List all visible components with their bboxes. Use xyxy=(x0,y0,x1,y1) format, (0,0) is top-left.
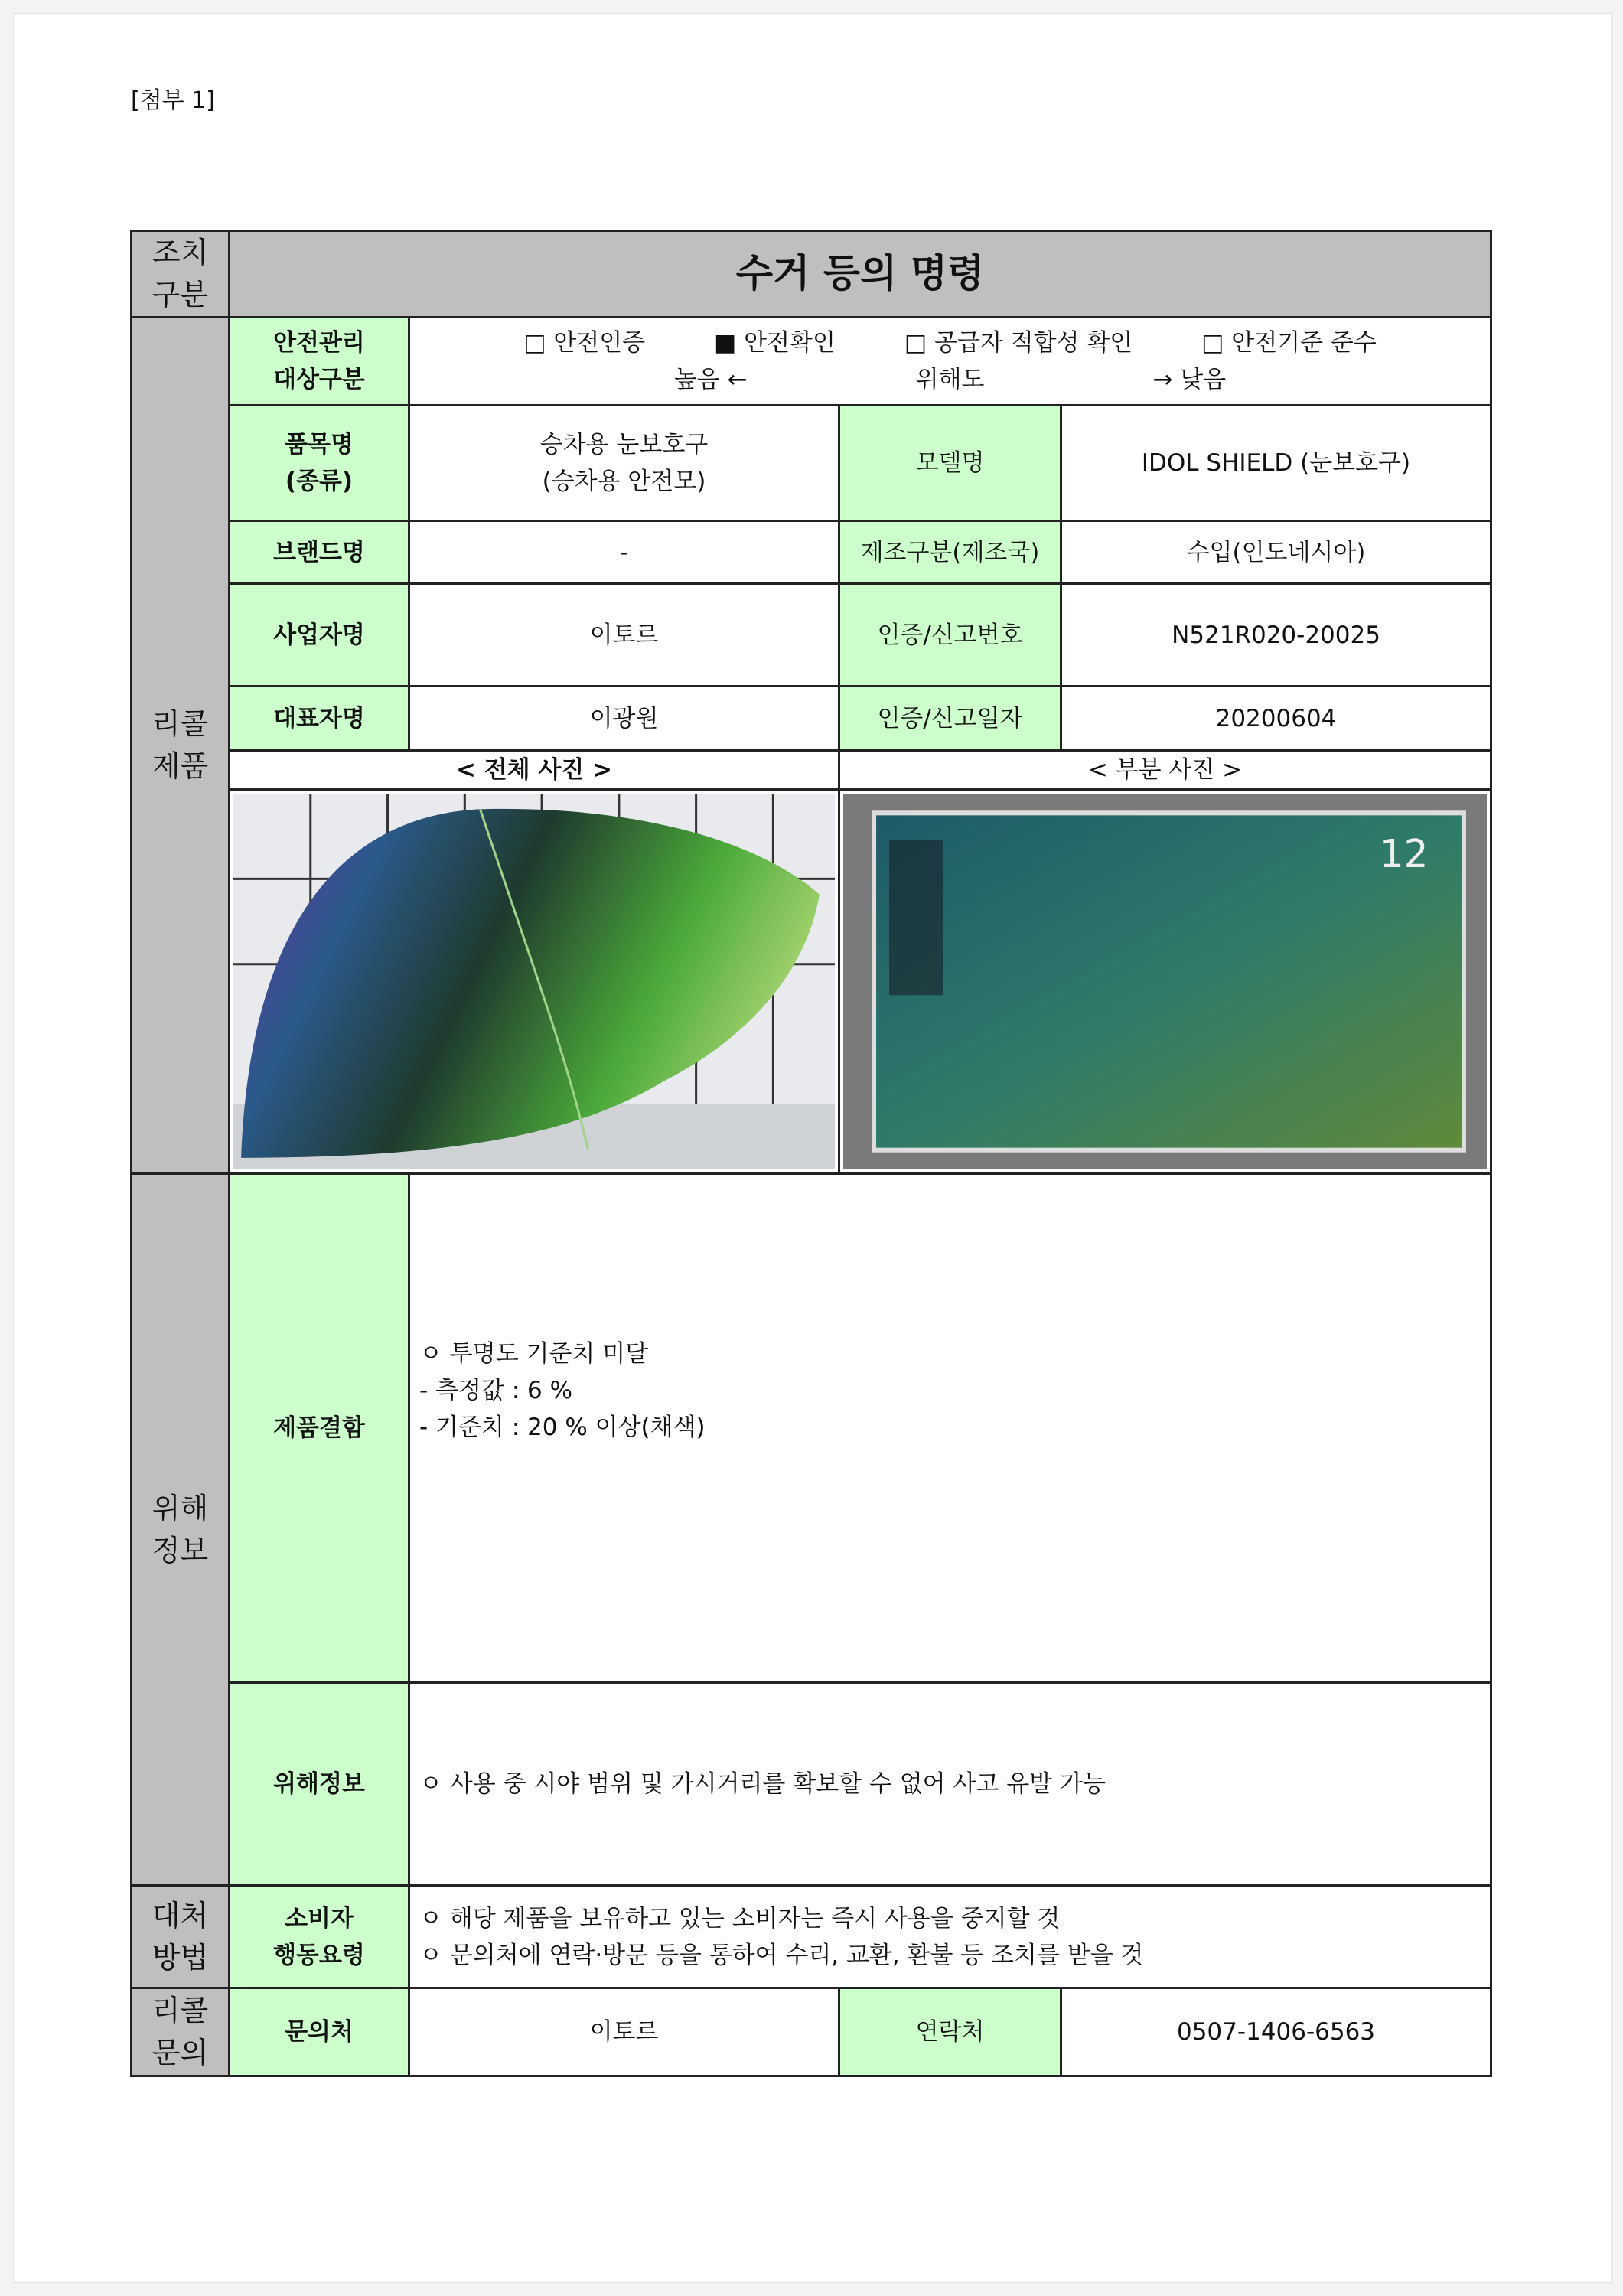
guide-line: ㅇ 문의처에 연락·방문 등을 통하여 수리, 교환, 환불 등 조치를 받을 것 xyxy=(419,1941,1144,1969)
visor-full-image xyxy=(233,794,835,1169)
option-supplier-conformity: □ 공급자 적합성 확인 xyxy=(904,329,1133,357)
brand-value: - xyxy=(409,521,839,584)
hazard-level: 위해도 xyxy=(915,366,985,394)
photo-full xyxy=(230,790,839,1174)
item-name-label: 품목명 (종류) xyxy=(230,406,409,521)
hazard-low: → 낮음 xyxy=(1152,366,1227,394)
model-name-value: IDOL SHIELD (눈보호구) xyxy=(1061,406,1491,521)
action-section: 대처 방법 xyxy=(132,1886,230,1988)
hazard-high: 높음 ← xyxy=(673,366,748,394)
safety-category-options xyxy=(409,318,1491,406)
defect-line: ㅇ 투명도 기준치 미달 xyxy=(419,1340,649,1368)
option-safety-standard: □ 안전기준 준수 xyxy=(1201,329,1377,357)
cert-date-label: 인증/신고일자 xyxy=(839,687,1061,751)
cert-date-value: 20200604 xyxy=(1061,687,1491,751)
ceo-label: 대표자명 xyxy=(230,687,409,751)
risk-label: 위해정보 xyxy=(230,1683,409,1886)
origin-value: 수입(인도네시아) xyxy=(1061,521,1491,584)
photo-full-label: < 전체 사진 > xyxy=(230,751,839,790)
cert-no-label: 인증/신고번호 xyxy=(839,584,1061,687)
inquiry-label: 문의처 xyxy=(230,1988,409,2076)
guide-line: ㅇ 해당 제품을 보유하고 있는 소비자는 즉시 사용을 중지할 것 xyxy=(419,1904,1061,1932)
visor-part-image xyxy=(843,794,1487,1169)
safety-category-label: 안전관리 대상구분 xyxy=(230,318,409,406)
page-title: 수거 등의 명령 xyxy=(230,231,1491,318)
origin-label: 제조구분(제조국) xyxy=(839,521,1061,584)
business-value: 이토르 xyxy=(409,584,839,687)
brand-label: 브랜드명 xyxy=(230,521,409,584)
defect-line: - 측정값 : 6 % xyxy=(419,1377,573,1405)
defect-line: - 기준치 : 20 % 이상(채색) xyxy=(419,1414,706,1442)
ceo-value: 이광원 xyxy=(409,687,839,751)
photo-part xyxy=(839,790,1491,1174)
contact-label: 연락처 xyxy=(839,1988,1061,2076)
photo-part-label: < 부분 사진 > xyxy=(839,751,1491,790)
risk-text: ㅇ 사용 중 시야 범위 및 가시거리를 확보할 수 없어 사고 유발 가능 xyxy=(409,1683,1491,1886)
svg-text:12: 12 xyxy=(1379,831,1429,877)
recall-notice-table xyxy=(130,230,1492,2077)
contact-value[interactable]: 0507-1406-6563 xyxy=(1061,1988,1491,2076)
option-safety-cert: □ 안전인증 xyxy=(523,329,646,357)
model-name-label: 모델명 xyxy=(839,406,1061,521)
hazard-section: 위해 정보 xyxy=(132,1174,230,1886)
action-type-header: 조치 구분 xyxy=(132,231,230,318)
business-label: 사업자명 xyxy=(230,584,409,687)
attachment-label: [첨부 1] xyxy=(131,87,215,114)
inquiry-value: 이토르 xyxy=(409,1988,839,2076)
item-name-value: 승차용 눈보호구 (승차용 안전모) xyxy=(409,406,839,521)
inquiry-section: 리콜 문의 xyxy=(132,1988,230,2076)
option-safety-confirm: ■ 안전확인 xyxy=(714,329,836,357)
consumer-guide-label: 소비자 행동요령 xyxy=(230,1886,409,1988)
defect-label: 제품결함 xyxy=(230,1174,409,1683)
recall-product-section: 리콜 제품 xyxy=(132,318,230,1174)
cert-no-value: N521R020-20025 xyxy=(1061,584,1491,687)
consumer-guide-content xyxy=(409,1886,1491,1988)
defect-content xyxy=(409,1174,1491,1683)
